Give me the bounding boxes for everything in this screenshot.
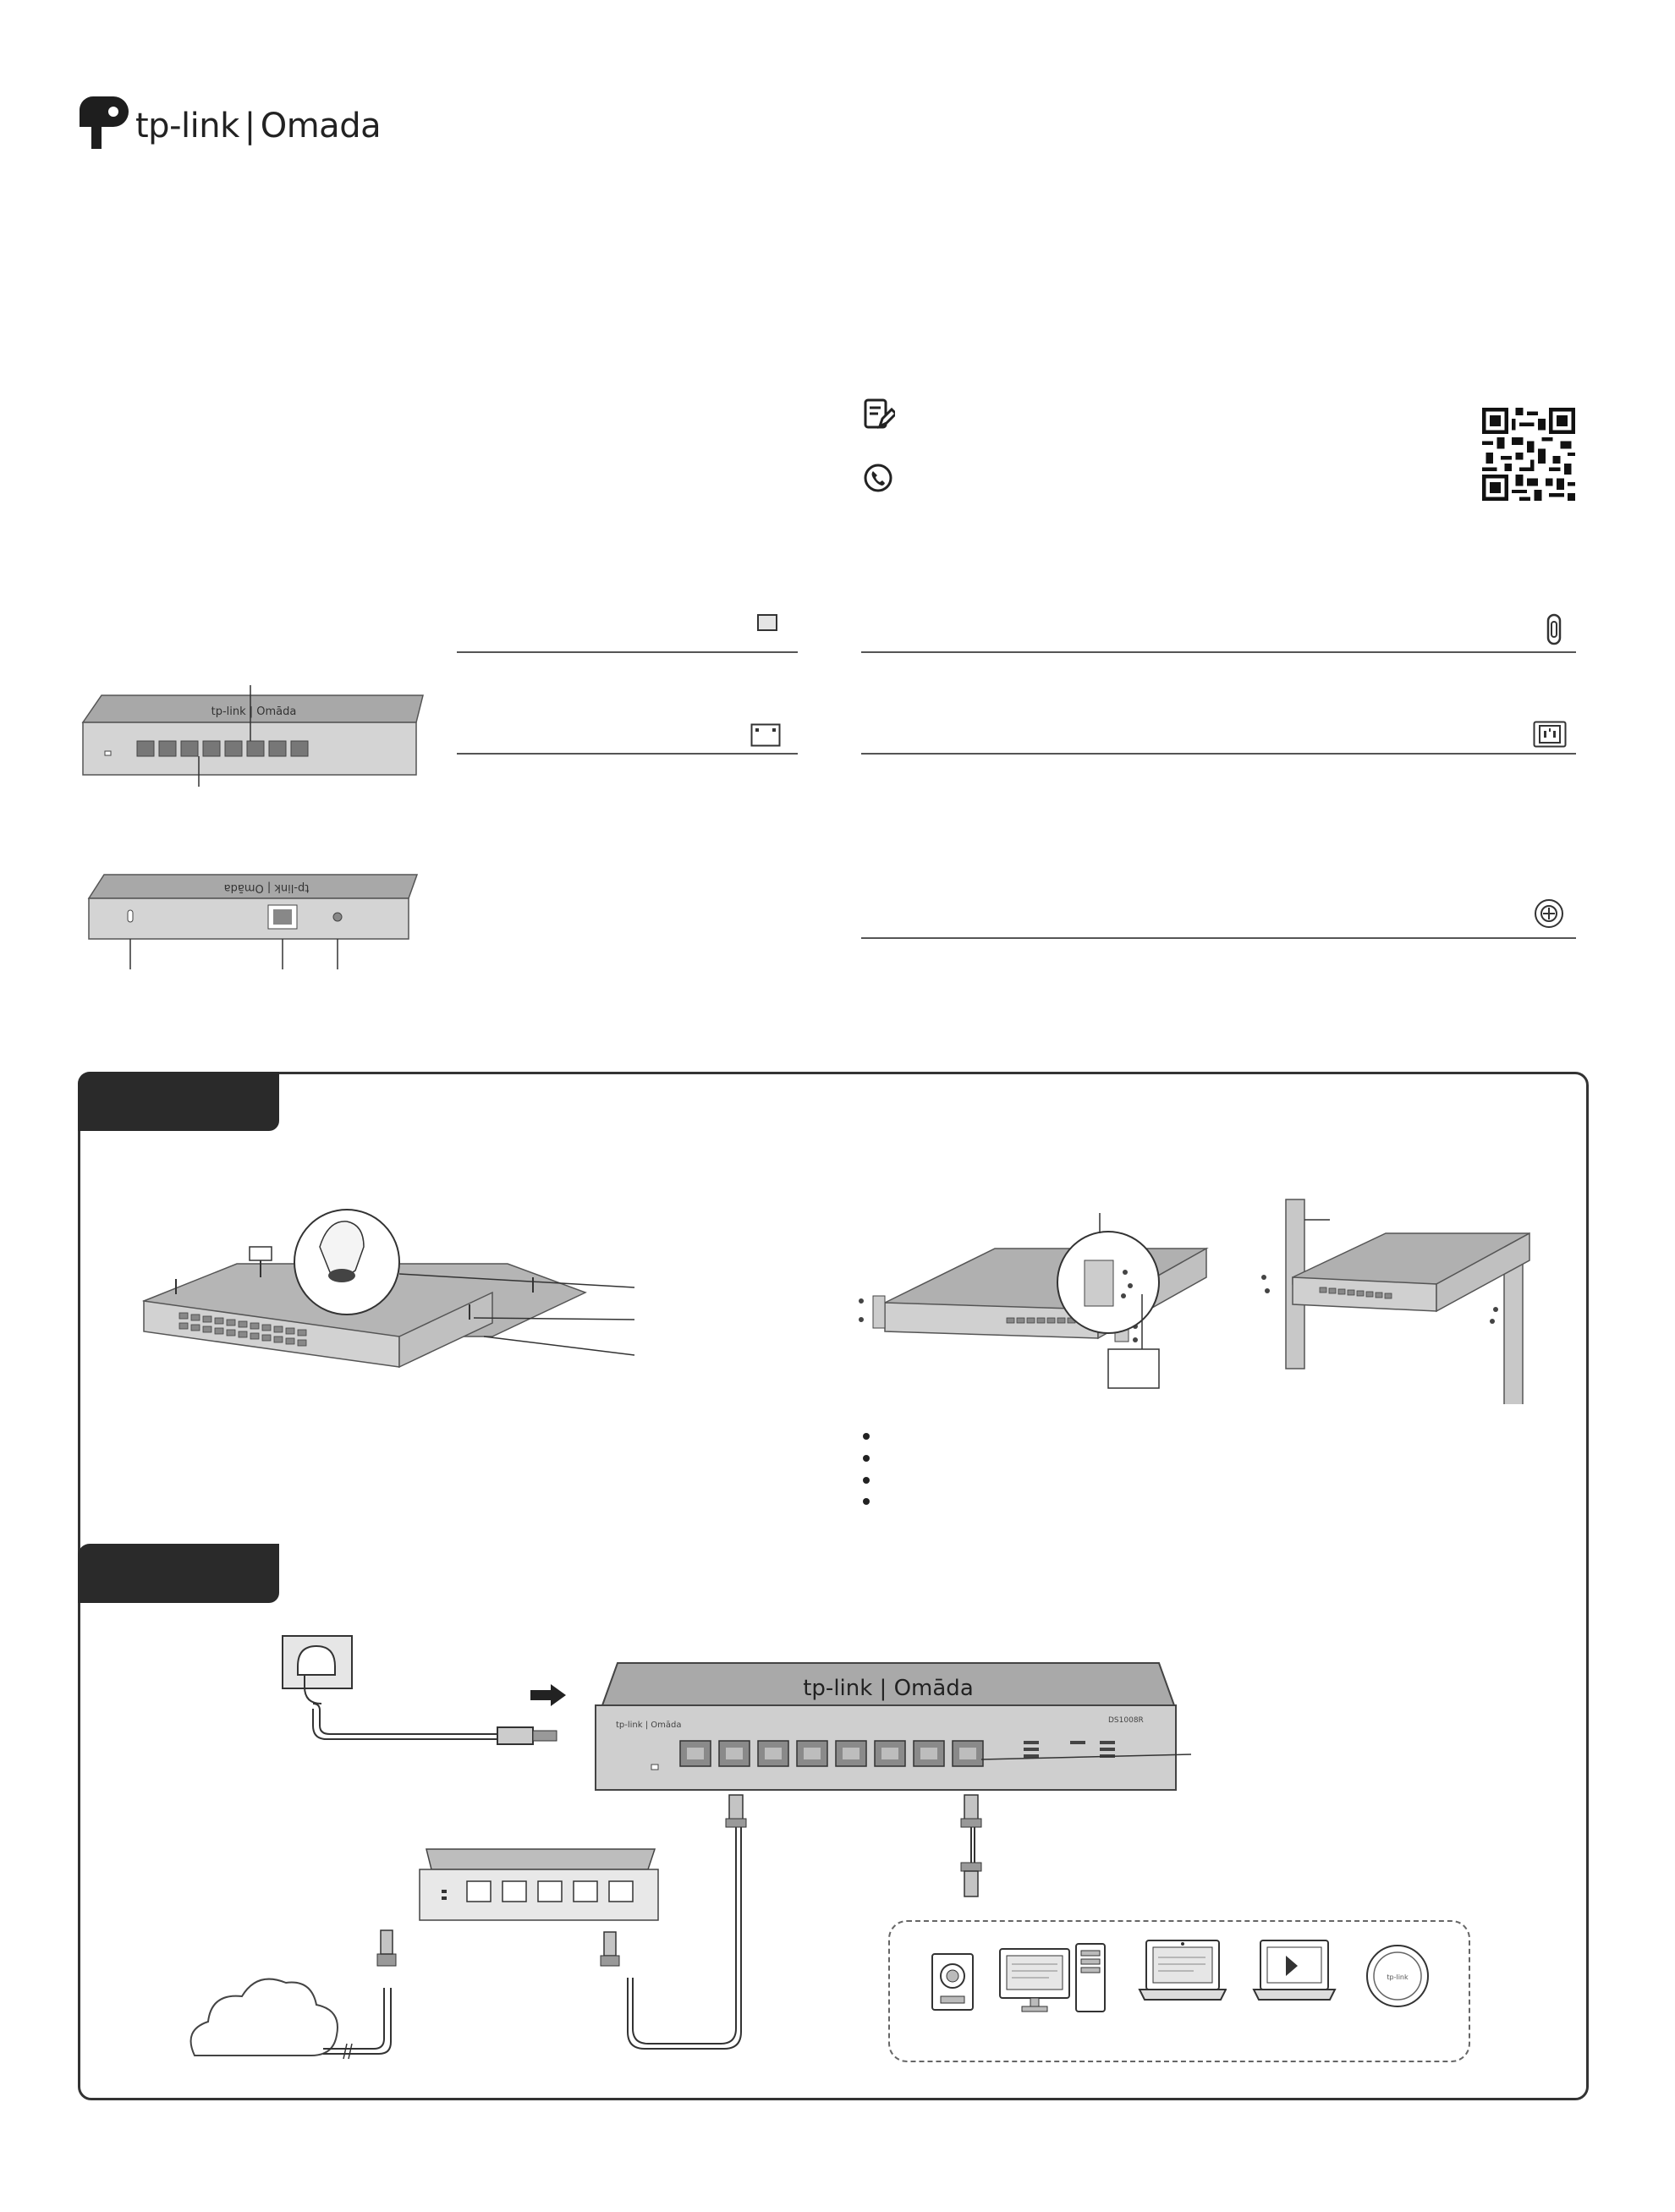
note-bullet-4	[863, 1498, 870, 1505]
desktop-mounting-illustration	[135, 1193, 643, 1413]
laptop-display-icon	[1252, 1937, 1337, 2008]
qr-code-icon[interactable]	[1482, 408, 1575, 501]
laptop-icon	[1138, 1937, 1227, 2008]
document-pencil-icon	[863, 398, 895, 431]
ip-camera-icon	[929, 1952, 976, 2013]
router-illustration	[416, 1844, 670, 1929]
note-bullet-2	[863, 1455, 870, 1462]
phone-icon	[863, 463, 893, 493]
spec-divider-3	[861, 651, 1576, 653]
brand-name: tp-link	[135, 107, 239, 145]
switch-rear-panel-illustration	[80, 870, 436, 971]
brand-separator: |	[244, 107, 255, 145]
rack-installation-illustration	[1242, 1193, 1546, 1404]
desktop-pc-icon	[998, 1942, 1108, 2015]
note-bullet-1	[863, 1433, 870, 1440]
ethernet-plug-icon	[597, 1930, 623, 1981]
svg-text:tp-link | Omāda: tp-link | Omāda	[616, 1721, 682, 1730]
internet-cloud-illustration	[178, 1920, 499, 2081]
spec-divider-1	[457, 651, 798, 653]
brand-logo	[76, 95, 382, 156]
arrow-right-icon	[529, 1683, 568, 1707]
spec-divider-4	[861, 753, 1576, 755]
switch-front-illustration	[584, 1660, 1193, 1803]
grounding-terminal-icon	[1534, 898, 1564, 929]
step-1-tab	[78, 1072, 279, 1131]
rack-bracket-illustration	[854, 1201, 1227, 1404]
note-bullet-3	[863, 1477, 870, 1484]
spec-divider-2	[457, 753, 798, 755]
power-socket-icon	[1533, 721, 1567, 748]
switch-front-panel-illustration	[76, 685, 440, 787]
svg-text:tp-link | Omāda: tp-link | Omāda	[223, 881, 310, 894]
access-point-icon	[1364, 1942, 1431, 2010]
spec-divider-5	[861, 937, 1576, 939]
svg-text:tp-link | Omāda: tp-link | Omāda	[803, 1676, 974, 1701]
led-indicator-icon	[757, 614, 777, 631]
svg-text:tp-link: tp-link	[1387, 1973, 1409, 1981]
tp-link-logo-icon	[76, 95, 132, 152]
console-port-icon	[750, 723, 781, 747]
svg-text:tp-link | Omāda: tp-link | Omāda	[211, 705, 297, 718]
step-2-tab	[78, 1544, 279, 1603]
product-line-name: Omada	[260, 107, 382, 145]
power-outlet-cable-illustration	[279, 1633, 567, 1768]
model-label: DS1008R	[1108, 1716, 1144, 1725]
kensington-slot-icon	[1545, 613, 1563, 645]
